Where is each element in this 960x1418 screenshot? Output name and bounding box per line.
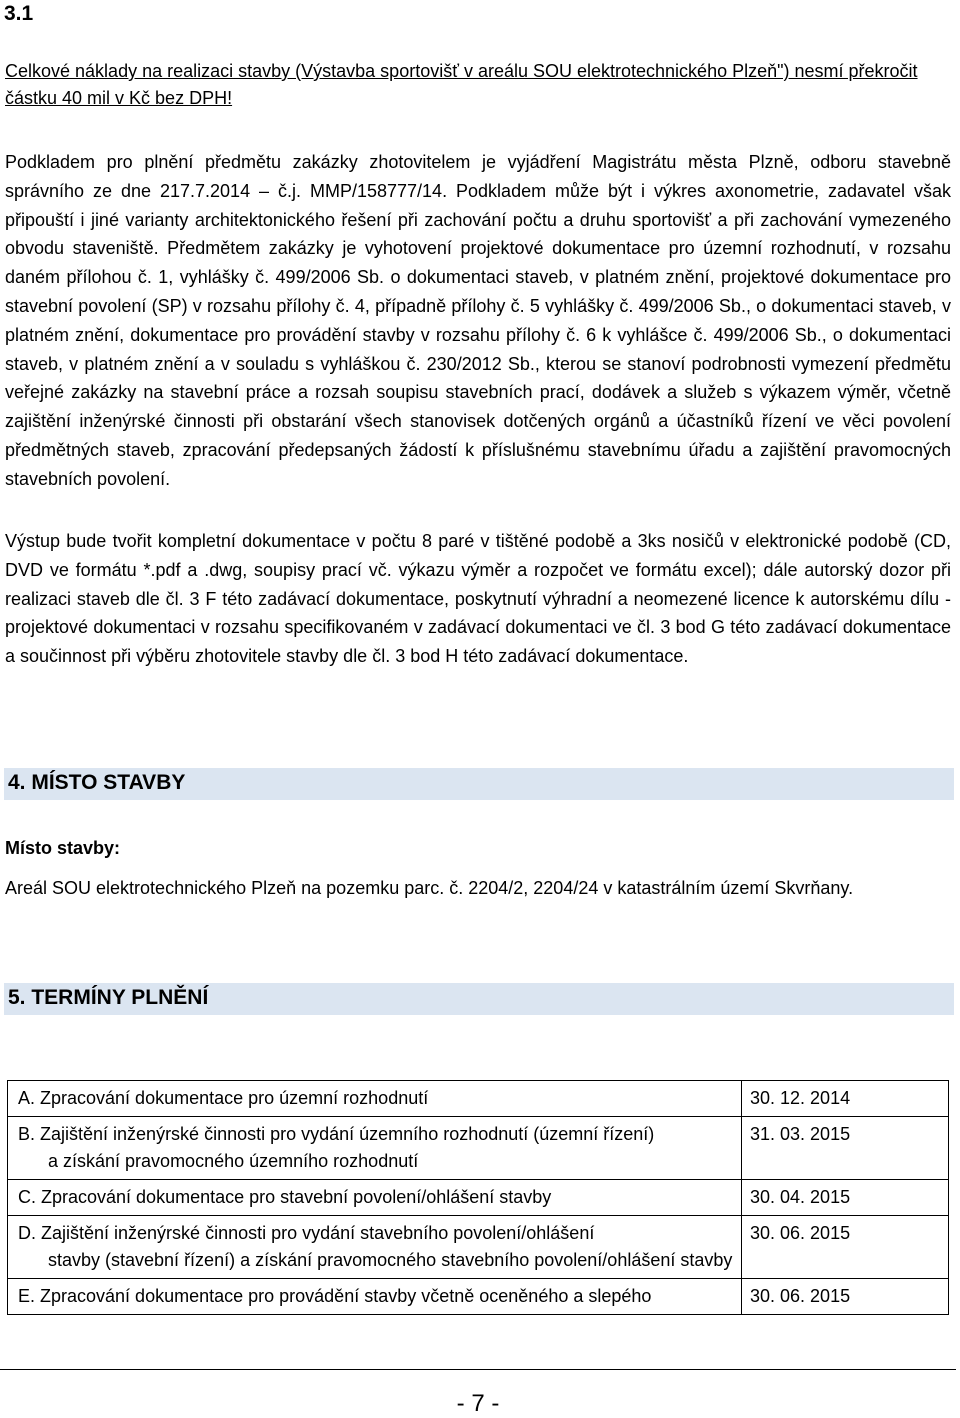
table-row [8,1180,949,1216]
task-cell [8,1081,742,1117]
page-number: - 7 - [456,1390,500,1417]
deadlines-table [7,1080,949,1315]
task-text: E. Zpracování dokumentace pro provádění stavby včetně oceněného a slepého [18,1286,652,1306]
task-text: A. Zpracování dokumentace pro územní rozhodnutí [18,1088,429,1108]
paragraph-subject-of-contract: Podkladem pro plnění předmětu zakázky zhotovitelem je vyjádření Magistrátu města Plzně, odboru stavebně správního ze dne 217.7.2014 – č.j. MMP/158777/14. Podkladem může být i výkres axonometrie, zadavatel však připouští i jiné varianty architektonického řešení při zachování počtu a druhu sportovišť a při zachování vymezeného obvodu staveniště. Předmětem zakázky je vyhotovení projektové dokumentace pro územní rozhodnutí, v rozsahu daném přílohou č. 1, vyhlášky č. 499/2006 Sb. o dokumentaci staveb, v platném znění, projektové dokumentace pro stavební povolení (SP) v rozsahu přílohy č. 4, případně přílohy č. 5 vyhlášky č. 499/2006 Sb., o dokumentaci staveb, v platném znění, dokumentace pro provádění stavby v rozsahu přílohy č. 6 k vyhlášce č. 499/2006 Sb., o dokumentaci staveb, v platném znění a v souladu s vyhláškou č. 230/2012 Sb., kterou se stanoví podrobnosti vymezení předmětu veřejné zakázky na stavební práce a rozsah soupisu stavebních prací, dodávek a služeb s výkazem výměr, včetně zajištění inženýrské činnosti při obstarání všech stanovisek dotčených orgánů a účastníků řízení ve věci povolení předmětných staveb, zpracování předepsaných žádostí k příslušnému stavebnímu úřadu a zajištění pravomocných stavebních povolení. [5,152,951,489]
table-row [8,1279,949,1315]
task-cell [8,1117,742,1180]
section-4-heading-bar [4,768,954,800]
table-row [8,1081,949,1117]
date-cell: 30. 06. 2015 [742,1216,949,1279]
task-text: C. Zpracování dokumentace pro stavební povolení/ohlášení stavby [18,1187,552,1207]
date-cell: 31. 03. 2015 [742,1117,949,1180]
construction-site-text: Areál SOU elektrotechnického Plzeň na pozemku parc. č. 2204/2, 2204/24 v katastrálním území Skvrňany. [5,878,854,898]
section-number: 3.1 [4,2,34,25]
task-text-continued: a získání pravomocného územního rozhodnutí [48,1151,419,1171]
date-cell: 30. 12. 2014 [742,1081,949,1117]
cost-limit-notice: Celkové náklady na realizaci stavby (Výstavba sportovišť v areálu SOU elektrotechnického Plzeň") nesmí překročit částku 40 mil v Kč bez DPH! [5,61,918,108]
table-row [8,1216,949,1279]
section-5-heading: 5. TERMÍNY PLNĚNÍ [8,986,209,1009]
task-text-continued: stavby (stavební řízení) a získání pravomocného stavebního povolení/ohlášení stavby [48,1250,733,1270]
task-cell [8,1216,742,1279]
task-text: D. Zajištění inženýrské činnosti pro vydání stavebního povolení/ohlášení [18,1223,595,1243]
section-5-heading-bar [4,983,954,1015]
construction-site-label: Místo stavby: [5,838,121,858]
task-cell [8,1180,742,1216]
table-row [8,1117,949,1180]
task-cell [8,1279,742,1315]
date-cell: 30. 06. 2015 [742,1279,949,1315]
footer-divider [0,1369,956,1370]
section-4-heading: 4. MÍSTO STAVBY [8,771,186,794]
date-cell: 30. 04. 2015 [742,1180,949,1216]
paragraph-deliverables: Výstup bude tvořit kompletní dokumentace v počtu 8 paré v tištěné podobě a 3ks nosičů v elektronické podobě (CD, DVD ve formátu *.pdf a .dwg, soupisy prací vč. výkazu výměr a rozpočet ve formátu excel); dále autorský dozor při realizaci staveb dle čl. 3 F této zadávací dokumentace, poskytnutí výhradní a neomezené licence k autorskému dílu - projektové dokumentaci v rozsahu specifikovaném v zadávací dokumentaci ve čl. 3 bod G této zadávací dokumentace a součinnost při výběru zhotovitele stavby dle čl. 3 bod H této zadávací dokumentace. [5,531,951,667]
task-text: B. Zajištění inženýrské činnosti pro vydání územního rozhodnutí (územní řízení) [18,1124,655,1144]
